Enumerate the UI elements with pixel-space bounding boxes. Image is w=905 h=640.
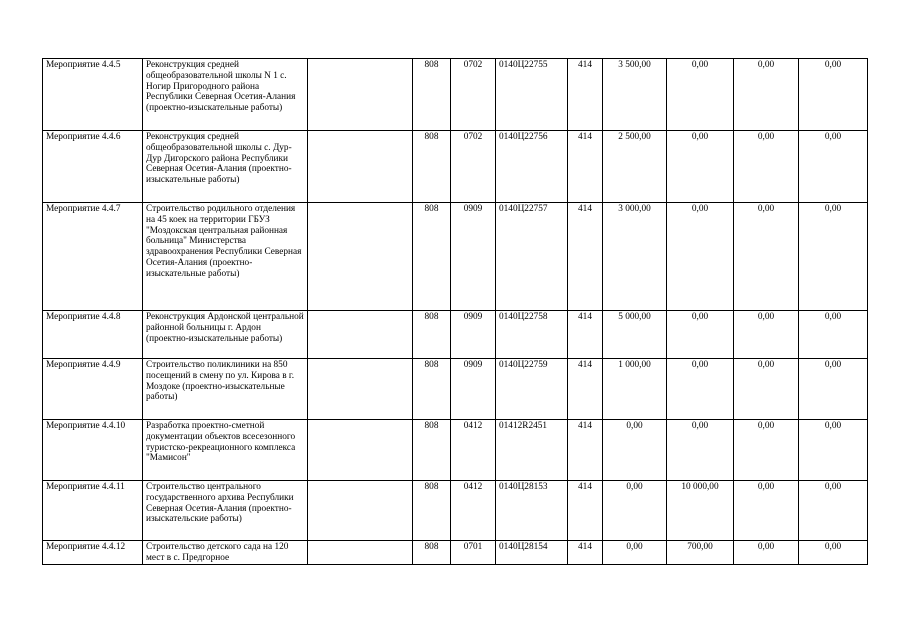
- section-code: 0909: [451, 359, 496, 420]
- amount-year-2: 0,00: [667, 420, 734, 481]
- amount-year-4: 0,00: [799, 203, 868, 311]
- expense-type-code: 414: [568, 541, 603, 565]
- expense-type-code: 414: [568, 131, 603, 203]
- grbs-code: 808: [413, 311, 451, 359]
- amount-year-3: 0,00: [734, 203, 799, 311]
- amount-year-3: 0,00: [734, 481, 799, 541]
- measure-label: Мероприятие 4.4.6: [43, 131, 143, 203]
- table-row: [43, 59, 868, 131]
- grbs-code: 808: [413, 541, 451, 565]
- target-article-code: 0140Ц22758: [496, 311, 568, 359]
- section-code: 0702: [451, 59, 496, 131]
- grbs-code: 808: [413, 359, 451, 420]
- measure-label: Мероприятие 4.4.10: [43, 420, 143, 481]
- amount-year-1: 0,00: [603, 541, 667, 565]
- target-article-code: 0140Ц28154: [496, 541, 568, 565]
- table-row: [43, 420, 868, 481]
- measure-label: Мероприятие 4.4.12: [43, 541, 143, 565]
- amount-year-2: 700,00: [667, 541, 734, 565]
- expense-type-code: 414: [568, 59, 603, 131]
- amount-year-3: 0,00: [734, 311, 799, 359]
- grbs-code: 808: [413, 131, 451, 203]
- amount-year-1: 5 000,00: [603, 311, 667, 359]
- section-code: 0412: [451, 481, 496, 541]
- target-article-code: 0140Ц22755: [496, 59, 568, 131]
- section-code: 0702: [451, 131, 496, 203]
- amount-year-3: 0,00: [734, 420, 799, 481]
- amount-year-1: 3 000,00: [603, 203, 667, 311]
- target-article-code: 0140Ц22756: [496, 131, 568, 203]
- measure-label: Мероприятие 4.4.8: [43, 311, 143, 359]
- amount-year-2: 0,00: [667, 359, 734, 420]
- section-code: 0701: [451, 541, 496, 565]
- amount-year-4: 0,00: [799, 311, 868, 359]
- amount-year-1: 3 500,00: [603, 59, 667, 131]
- grbs-code: 808: [413, 420, 451, 481]
- amount-year-2: 10 000,00: [667, 481, 734, 541]
- amount-year-1: 0,00: [603, 481, 667, 541]
- amount-year-3: 0,00: [734, 59, 799, 131]
- amount-year-3: 0,00: [734, 131, 799, 203]
- budget-table: [42, 58, 868, 565]
- section-code: 0909: [451, 311, 496, 359]
- expense-type-code: 414: [568, 481, 603, 541]
- table-row: [43, 359, 868, 420]
- measure-description: Строительство детского сада на 120 мест в с. Предгорное: [143, 541, 308, 565]
- empty-cell: [308, 311, 413, 359]
- measure-description: Реконструкция Ардонской центральной районной больницы г. Ардон (проектно-изыскательные работы): [143, 311, 308, 359]
- measure-description: Реконструкция средней общеобразовательной школы с. Дур-Дур Дигорского района Республики Северная Осетия-Алания (проектно-изыскательные работы): [143, 131, 308, 203]
- measure-label: Мероприятие 4.4.11: [43, 481, 143, 541]
- target-article-code: 0140Ц22757: [496, 203, 568, 311]
- measure-description: Строительство поликлиники на 850 посещений в смену по ул. Кирова в г. Моздоке (проектно-изыскательные работы): [143, 359, 308, 420]
- empty-cell: [308, 420, 413, 481]
- table-row: [43, 541, 868, 565]
- amount-year-4: 0,00: [799, 420, 868, 481]
- expense-type-code: 414: [568, 311, 603, 359]
- amount-year-2: 0,00: [667, 203, 734, 311]
- expense-type-code: 414: [568, 359, 603, 420]
- empty-cell: [308, 59, 413, 131]
- amount-year-4: 0,00: [799, 541, 868, 565]
- grbs-code: 808: [413, 481, 451, 541]
- measure-label: Мероприятие 4.4.5: [43, 59, 143, 131]
- measure-description: Строительство родильного отделения на 45 коек на территории ГБУЗ "Моздокская центральная районная больница" Министерства здравоохранения Республики Северная Осетия-Алания (проектно-изыскательные работы): [143, 203, 308, 311]
- empty-cell: [308, 203, 413, 311]
- amount-year-4: 0,00: [799, 359, 868, 420]
- amount-year-4: 0,00: [799, 131, 868, 203]
- amount-year-4: 0,00: [799, 481, 868, 541]
- expense-type-code: 414: [568, 203, 603, 311]
- table-row: [43, 203, 868, 311]
- table-row: [43, 311, 868, 359]
- section-code: 0412: [451, 420, 496, 481]
- section-code: 0909: [451, 203, 496, 311]
- empty-cell: [308, 541, 413, 565]
- amount-year-3: 0,00: [734, 541, 799, 565]
- empty-cell: [308, 359, 413, 420]
- table-row: [43, 131, 868, 203]
- measure-description: Разработка проектно-сметной документации объектов всесезонного туристско-рекреационного комплекса "Мамисон": [143, 420, 308, 481]
- amount-year-1: 0,00: [603, 420, 667, 481]
- amount-year-2: 0,00: [667, 59, 734, 131]
- amount-year-4: 0,00: [799, 59, 868, 131]
- measure-description: Строительство центрального государственного архива Республики Северная Осетия-Алания (проектно-изыскательские работы): [143, 481, 308, 541]
- grbs-code: 808: [413, 203, 451, 311]
- amount-year-2: 0,00: [667, 311, 734, 359]
- target-article-code: 0140Ц22759: [496, 359, 568, 420]
- measure-label: Мероприятие 4.4.7: [43, 203, 143, 311]
- amount-year-1: 1 000,00: [603, 359, 667, 420]
- grbs-code: 808: [413, 59, 451, 131]
- expense-type-code: 414: [568, 420, 603, 481]
- target-article-code: 0140Ц28153: [496, 481, 568, 541]
- amount-year-1: 2 500,00: [603, 131, 667, 203]
- empty-cell: [308, 481, 413, 541]
- amount-year-3: 0,00: [734, 359, 799, 420]
- amount-year-2: 0,00: [667, 131, 734, 203]
- measure-description: Реконструкция средней общеобразовательной школы N 1 с. Ногир Пригородного района Республики Северная Осетия-Алания (проектно-изыскательные работы): [143, 59, 308, 131]
- table-row: [43, 481, 868, 541]
- empty-cell: [308, 131, 413, 203]
- measure-label: Мероприятие 4.4.9: [43, 359, 143, 420]
- target-article-code: 01412R2451: [496, 420, 568, 481]
